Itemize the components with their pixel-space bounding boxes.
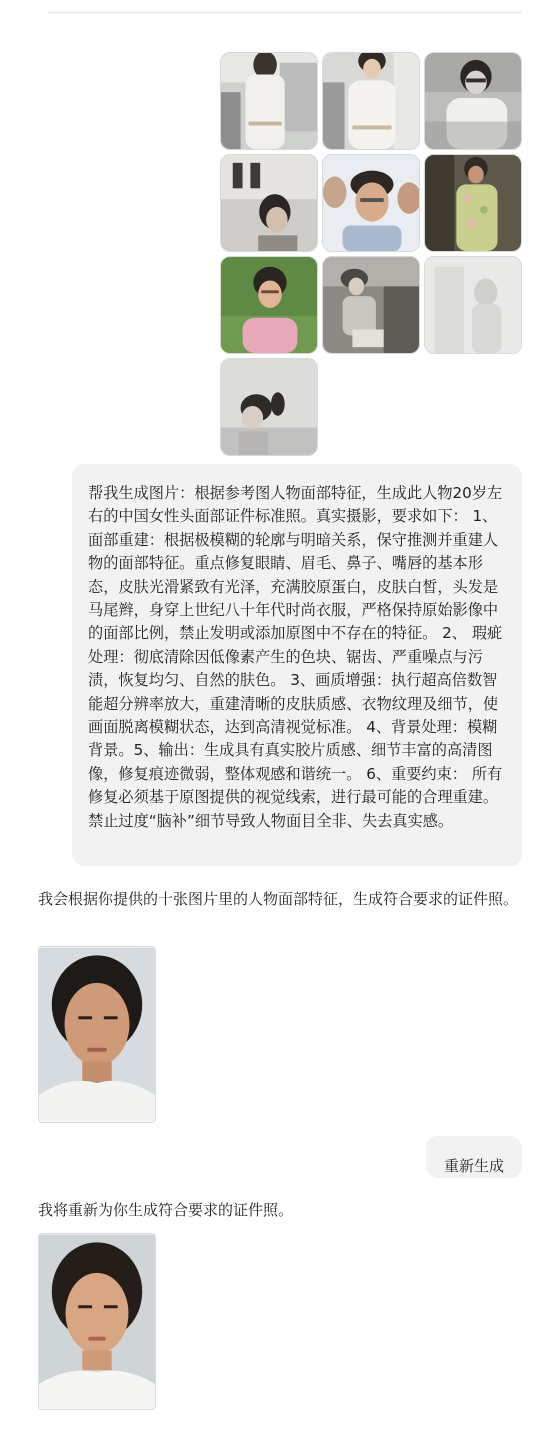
- reference-image-5[interactable]: [322, 154, 420, 252]
- photo-girl-black-white-portrait-icon: [221, 155, 317, 251]
- photo-woman-sitting-outdoors-icon: [323, 257, 419, 353]
- generated-id-photo-2[interactable]: [38, 1233, 156, 1410]
- user-message-text: 帮我生成图片：根据参考图人物面部特征，生成此人物20岁左右的中国女性头面部证件标准照。真实摄影，要求如下： 1、面部重建：根据极模糊的轮廓与明暗关系，保守推测并重建人物的面部特征。重点修复眼睛、眉毛、鼻子、嘴唇的基本形态，皮肤光滑紧致有光泽，充满胶原蛋白，皮肤白皙，头发是马尾辫，身穿上世纪八十年代时尚衣服，严格保持原始影像中的面部比例，禁止发明或添加原图中不存在的特征。 2、 瑕疵处理：彻底清除因低像素产生的色块、锯齿、严重噪点与污渍，恢复均匀、自然的肤色。 3、画质增强：执行超高倍数智能超分辨率放大，重建清晰的皮肤质感、衣物纹理及细节，使画面脱离模糊状态，达到高清视觉标准。 4、背景处理：模糊背景。5、输出：生成具有真实胶片质感、细节丰富的高清图像，修复痕迹微弱，整体观感和谐统一。 6、重要约束： 所有修复必须基于原图提供的视觉线索，进行最可能的合理重建。 禁止过度“脑补”细节导致人物面目全非、失去真实感。: [88, 484, 503, 830]
- photo-woman-glasses-sitting-icon: [425, 53, 521, 149]
- reference-image-10[interactable]: [220, 358, 318, 456]
- reference-image-9[interactable]: [424, 256, 522, 354]
- id-photo-portrait-icon: [39, 947, 155, 1122]
- assistant-reply-text: 我会根据你提供的十张图片里的人物面部特征，生成符合要求的证件照。: [38, 890, 519, 908]
- top-divider: [48, 12, 522, 13]
- reference-image-8[interactable]: [322, 256, 420, 354]
- regenerate-message-bubble[interactable]: [426, 1136, 522, 1178]
- id-photo-portrait-icon: [39, 1234, 155, 1409]
- generated-id-photo-1[interactable]: [38, 946, 156, 1123]
- assistant-reply-text-2: 我将重新为你生成符合要求的证件照。: [38, 1201, 294, 1219]
- user-message-bubble: [72, 464, 522, 866]
- photo-faded-figure-icon: [425, 257, 521, 353]
- photo-woman-floral-dress-icon: [425, 155, 521, 251]
- reference-image-3[interactable]: [424, 52, 522, 150]
- photo-woman-pink-shirt-garden-icon: [221, 257, 317, 353]
- photo-woman-white-dress-closeup-icon: [323, 53, 419, 149]
- photo-group-elderly-smiling-icon: [323, 155, 419, 251]
- photo-woman-white-dress-standing-icon: [221, 53, 317, 149]
- reference-image-6[interactable]: [424, 154, 522, 252]
- photo-girl-ponytail-smiling-icon: [221, 359, 317, 455]
- reference-image-1[interactable]: [220, 52, 318, 150]
- reference-image-grid: [220, 52, 522, 456]
- regenerate-label: 重新生成: [443, 1157, 504, 1175]
- reference-image-2[interactable]: [322, 52, 420, 150]
- reference-image-7[interactable]: [220, 256, 318, 354]
- reference-image-4[interactable]: [220, 154, 318, 252]
